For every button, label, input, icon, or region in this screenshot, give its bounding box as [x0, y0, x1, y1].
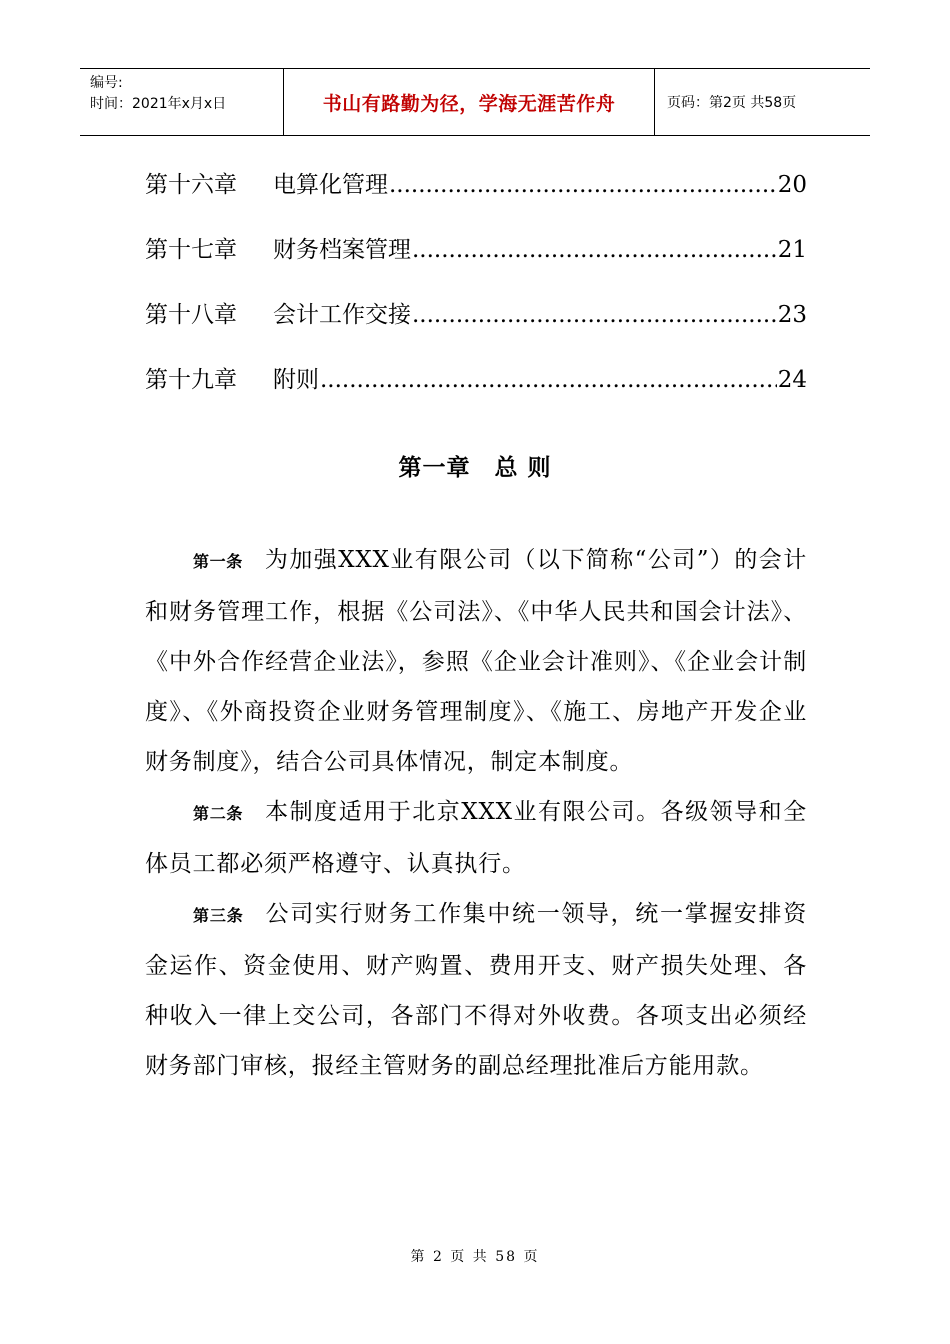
article-label: 第二条: [193, 804, 244, 823]
toc-entry: [145, 361, 807, 426]
document-number-label: 编号:: [90, 75, 123, 91]
toc-chapter-number: 第十八章: [145, 302, 237, 328]
page-header: [80, 68, 870, 136]
toc-chapter-number: 第十七章: [145, 237, 237, 263]
page-footer: 第 2 页 共 58 页: [410, 1249, 540, 1265]
article-label: 第三条: [193, 906, 244, 925]
header-meta: [80, 69, 284, 135]
toc-entry: [145, 296, 807, 361]
header-page-info: 页码：第2页 共58页: [667, 95, 797, 111]
chapter-body: [145, 535, 807, 1091]
toc-leader-dots: [412, 296, 777, 334]
toc-leader-dots: [389, 166, 777, 204]
chapter-title: 总 则: [494, 455, 552, 481]
article-paragraph: [145, 889, 807, 1091]
chapter-number: 第一章: [398, 455, 471, 481]
header-motto: 书山有路勤为径，学海无涯苦作舟: [284, 69, 655, 135]
toc-page-number: 24: [777, 367, 807, 393]
toc-chapter-number: 第十六章: [145, 172, 237, 198]
article-text: 为加强XXX业有限公司（以下简称“公司”）的会计和财务管理工作，根据《公司法》、《中华人民共和国会计法》、《中外合作经营企业法》，参照《企业会计准则》、《企业会计制度》、《外商投资企业财务管理制度》、《施工、房地产开发企业财务制度》，结合公司具体情况，制定本制度。: [145, 547, 807, 775]
document-time: 时间：2021年x月x日: [90, 96, 227, 112]
article-text: 公司实行财务工作集中统一领导，统一掌握安排资金运作、资金使用、财产购置、费用开支、财产损失处理、各种收入一律上交公司，各部门不得对外收费。各项支出必须经财务部门审核，报经主管财务的副总经理批准后方能用款。: [145, 901, 807, 1079]
toc-leader-dots: [412, 231, 777, 269]
toc-chapter-title: 会计工作交接: [273, 302, 411, 328]
article-paragraph: [145, 535, 807, 787]
toc-page-number: 23: [777, 302, 807, 328]
article-paragraph: [145, 787, 807, 889]
toc-entry: [145, 231, 807, 296]
toc-leader-dots: [320, 361, 777, 399]
article-text: 本制度适用于北京XXX业有限公司。各级领导和全体员工都必须严格遵守、认真执行。: [145, 799, 807, 877]
toc-chapter-number: 第十九章: [145, 367, 237, 393]
toc-chapter-title: 电算化管理: [273, 172, 388, 198]
toc-page-number: 21: [777, 237, 807, 263]
toc-chapter-title: 附则: [273, 367, 319, 393]
chapter-heading: [0, 449, 950, 482]
toc-chapter-title: 财务档案管理: [273, 237, 411, 263]
table-of-contents: [145, 166, 807, 426]
toc-page-number: 20: [777, 172, 807, 198]
toc-entry: [145, 166, 807, 231]
article-label: 第一条: [193, 552, 243, 571]
